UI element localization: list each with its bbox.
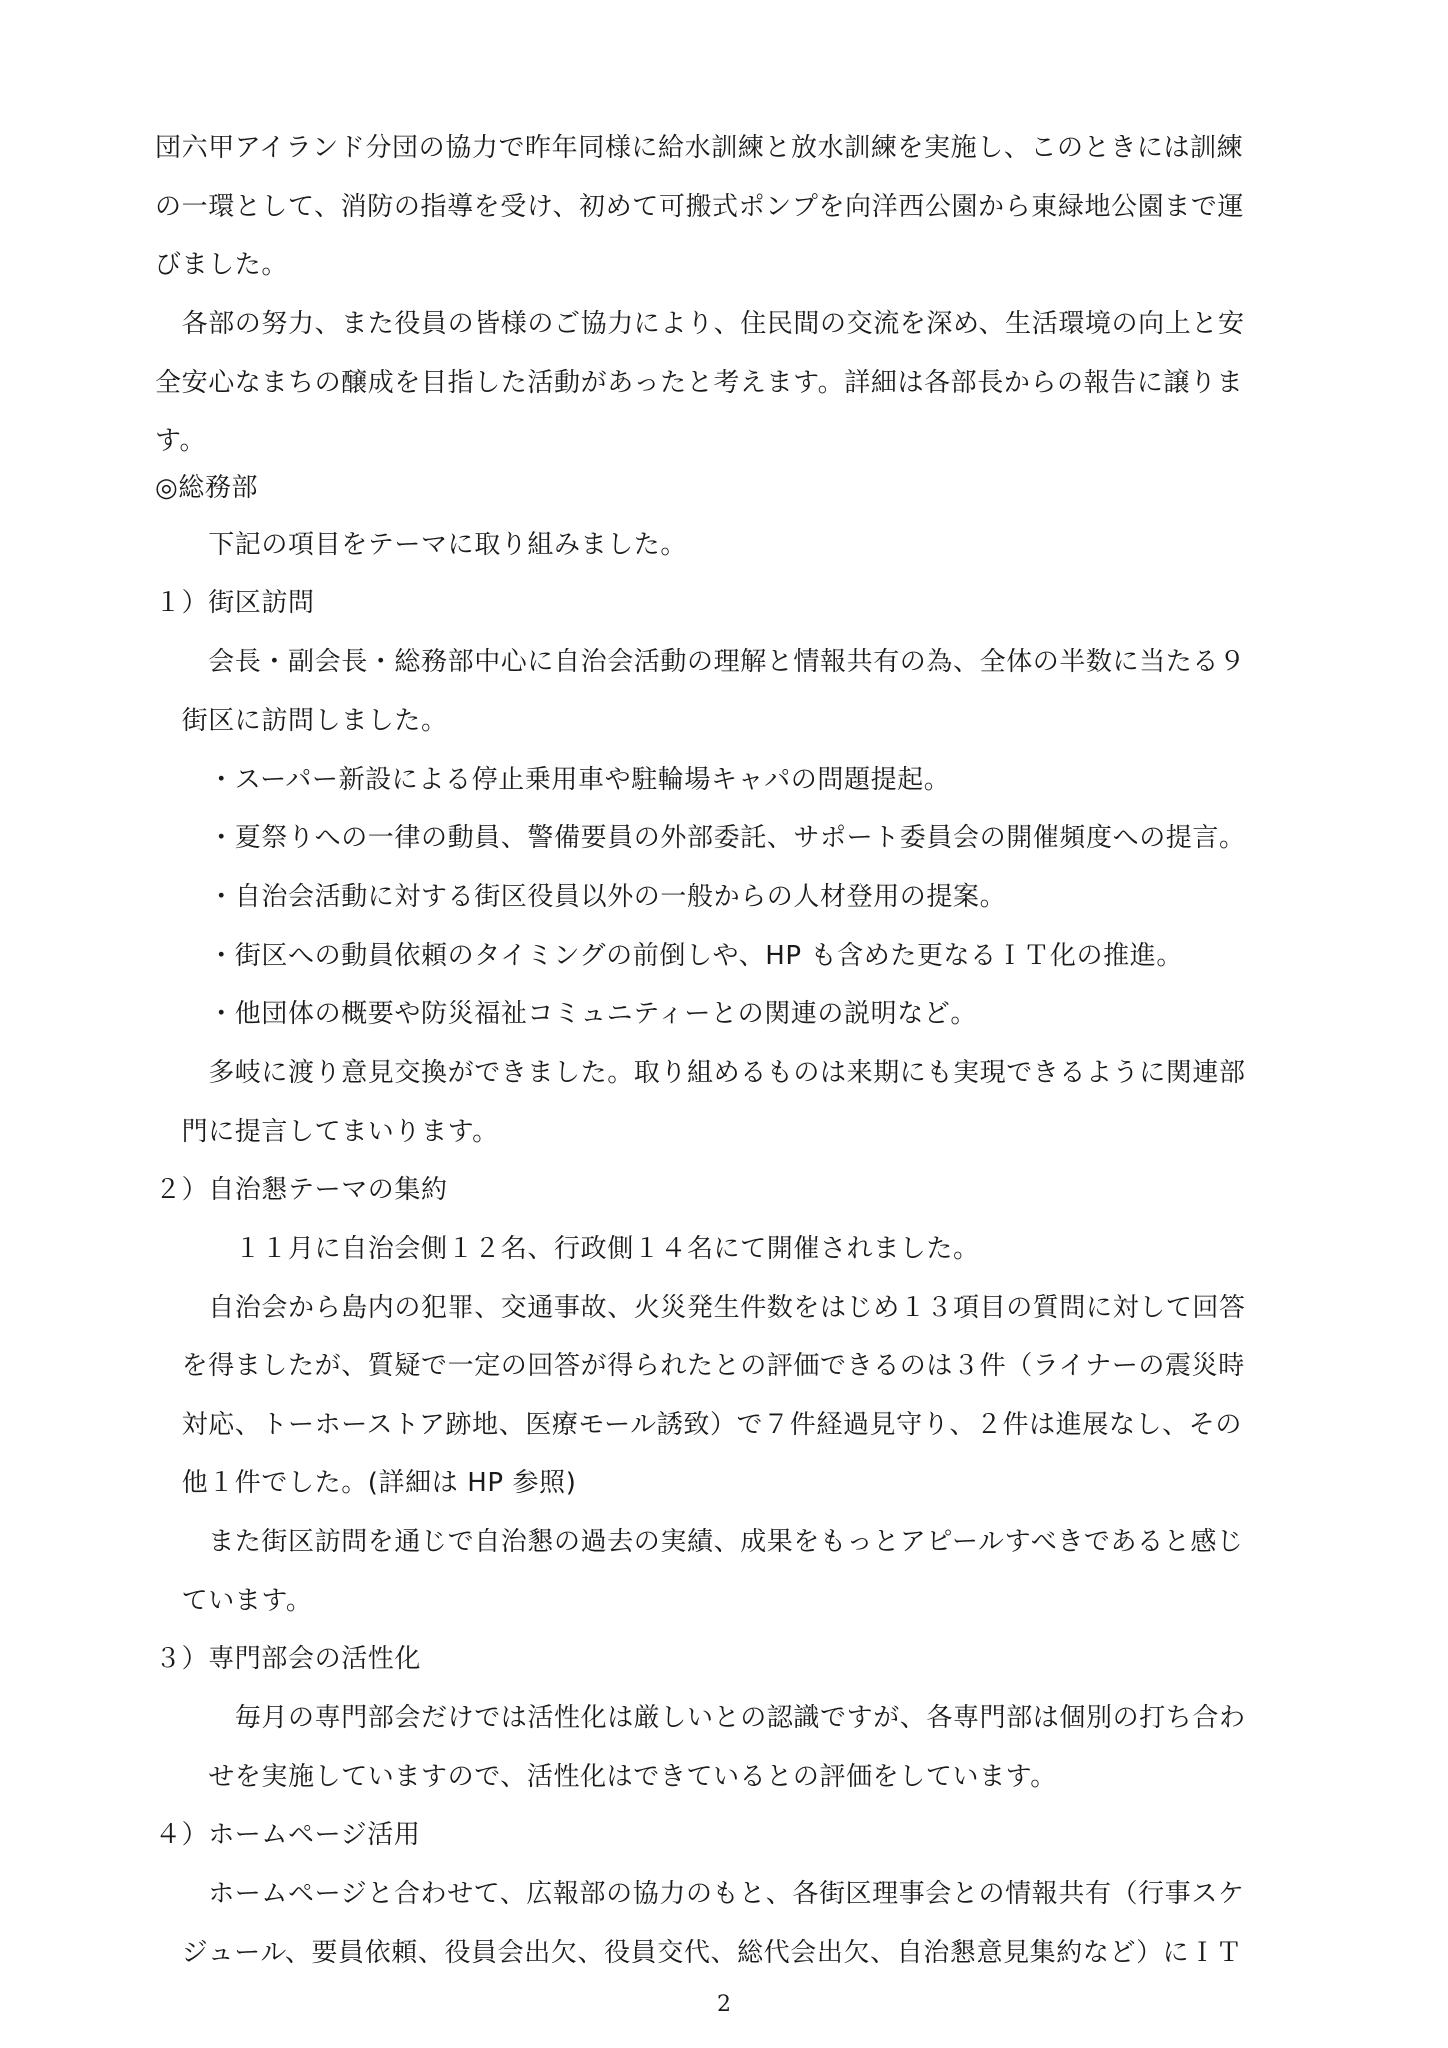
paragraph-line: 自治会から島内の犯罪、交通事故、火災発生件数をはじめ１３項目の質問に対して回答	[155, 1293, 1246, 1323]
subsection-heading: １）街区訪問	[155, 588, 315, 618]
paragraph-line: の一環として、消防の指導を受け、初めて可搬式ポンプを向洋西公園から東緑地公園まで運	[155, 192, 1245, 222]
bullet-item: ・街区への動員依頼のタイミングの前倒しや、HP も含めた更なるＩＴ化の推進。	[155, 941, 1183, 971]
paragraph-line: びました。	[155, 250, 289, 280]
paragraph-line: ジュール、要員依頼、役員会出欠、役員交代、総代会出欠、自治懇意見集約など）にＩＴ	[155, 1938, 1243, 1968]
paragraph-line: を得ましたが、質疑で一定の回答が得られたとの評価できるのは３件（ライナーの震災時	[155, 1351, 1245, 1381]
bullet-item: ・スーパー新設による停止乗用車や駐輪場キャパの問題提起。	[155, 765, 951, 795]
subsection-heading: ４）ホームページ活用	[155, 1820, 421, 1850]
paragraph-line: 下記の項目をテーマに取り組みました。	[155, 530, 688, 560]
paragraph-line: 街区に訪問しました。	[155, 706, 448, 736]
paragraph-line: 門に提言してまいります。	[155, 1117, 499, 1147]
paragraph-line: 多岐に渡り意見交換ができました。取り組めるものは来期にも実現できるように関連部	[155, 1058, 1246, 1088]
paragraph-line: 対応、トーホーストア跡地、医療モール誘致）で７件経過見守り、２件は進展なし、その	[155, 1410, 1242, 1440]
paragraph-line: ています。	[155, 1586, 313, 1616]
paragraph-line: 全安心なまちの醸成を目指した活動があったと考えます。詳細は各部長からの報告に譲りま	[155, 368, 1244, 398]
paragraph-line: 各部の努力、また役員の皆様のご協力により、住民間の交流を深め、生活環境の向上と安	[155, 309, 1245, 339]
section-heading-general-affairs: ◎総務部	[155, 473, 259, 503]
bullet-item: ・夏祭りへの一律の動員、警備要員の外部委託、サポート委員会の開催頻度への提言。	[155, 823, 1246, 853]
subsection-heading: ２）自治懇テーマの集約	[155, 1175, 448, 1205]
bullet-item: ・自治会活動に対する街区役員以外の一般からの人材登用の提案。	[155, 882, 1007, 912]
paragraph-line: せを実施していますので、活性化はできているとの評価をしています。	[155, 1762, 1057, 1792]
paragraph-line: 団六甲アイランド分団の協力で昨年同様に給水訓練と放水訓練を実施し、このときには訓練	[155, 133, 1244, 163]
paragraph-line: また街区訪問を通じで自治懇の過去の実績、成果をもっとアピールすべきであると感じ	[155, 1527, 1244, 1557]
paragraph-line: 毎月の専門部会だけでは活性化は厳しいとの認識ですが、各専門部は個別の打ち合わ	[155, 1703, 1246, 1733]
paragraph-line: す。	[155, 426, 207, 456]
paragraph-line: ホームページと合わせて、広報部の協力のもと、各街区理事会との情報共有（行事スケ	[155, 1879, 1245, 1909]
paragraph-line: 会長・副会長・総務部中心に自治会活動の理解と情報共有の為、全体の半数に当たる９	[155, 647, 1246, 677]
paragraph-line: １１月に自治会側１２名、行政側１４名にて開催されました。	[155, 1234, 980, 1264]
bullet-item: ・他団体の概要や防災福祉コミュニティーとの関連の説明など。	[155, 999, 978, 1029]
page-number: 2	[717, 1992, 731, 2017]
paragraph-line: 他１件でした。(詳細は HP 参照)	[155, 1468, 577, 1498]
subsection-heading: ３）専門部会の活性化	[155, 1644, 422, 1674]
